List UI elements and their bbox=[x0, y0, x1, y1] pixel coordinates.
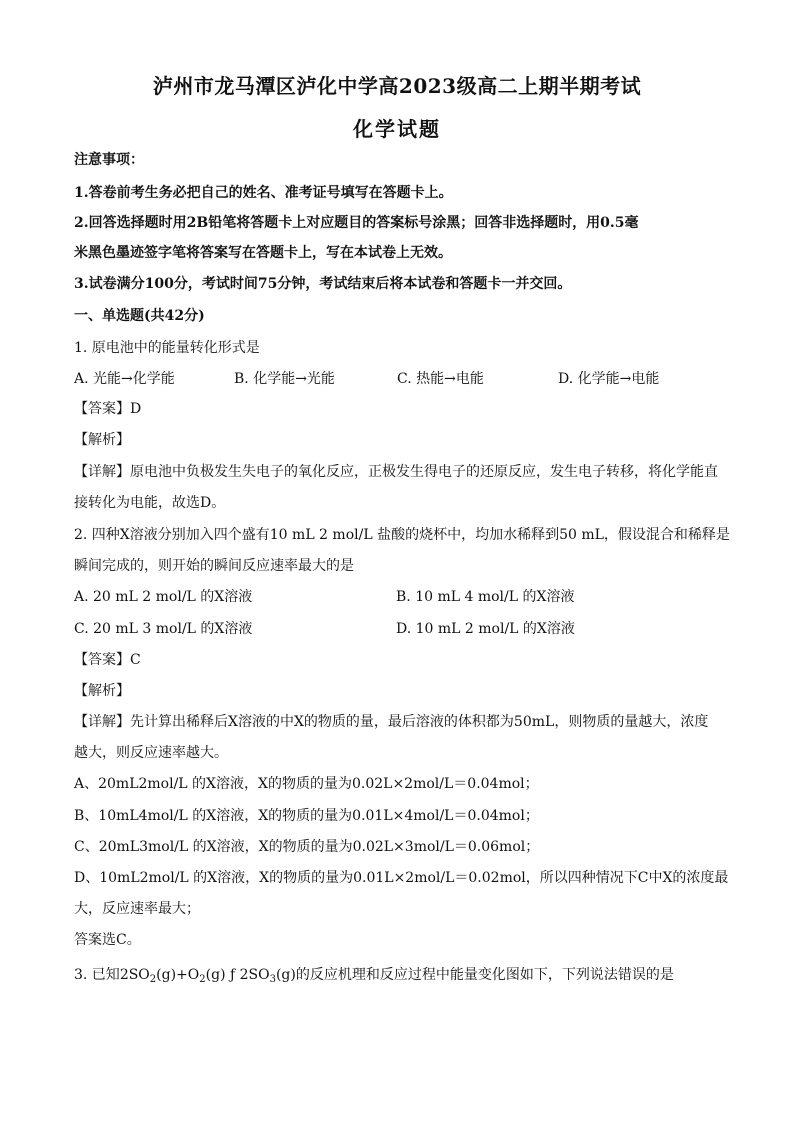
q2-answer: 【答案】C bbox=[74, 652, 141, 668]
q1-option-a: A. 光能→化学能 bbox=[74, 371, 175, 387]
exam-subtitle: 化学试题 bbox=[353, 117, 441, 141]
q2-option-a: A. 20 mL 2 mol/L 的X溶液 bbox=[74, 589, 253, 605]
q2-option-c: C. 20 mL 3 mol/L 的X溶液 bbox=[74, 621, 253, 637]
section-heading: 一、单选题(共42分) bbox=[74, 308, 205, 324]
q1-option-b: B. 化学能→光能 bbox=[234, 371, 335, 387]
q2-detail-line-7: 大，反应速率最大； bbox=[74, 901, 200, 917]
notice-item-1: 1.答卷前考生务必把自己的姓名、准考证号填写在答题卡上。 bbox=[74, 185, 453, 201]
notice-item-2: 2.回答选择题时用2B铅笔将答题卡上对应题目的答案标号涂黑；回答非选择题时，用0.5毫 bbox=[74, 215, 639, 231]
q2-detail-line-4: B、10mL4mol/L 的X溶液，X的物质的量为0.01L×4mol/L＝0.04mol； bbox=[74, 808, 539, 824]
q3-stem bbox=[74, 965, 724, 990]
q2-detail-line-8: 答案选C。 bbox=[74, 932, 141, 948]
q1-detail-line-1: 【详解】原电池中负极发生失电子的氧化反应，正极发生得电子的还原反应，发生电子转移，将化学能直 bbox=[74, 464, 718, 480]
q2-detail-line-2: 越大，则反应速率越大。 bbox=[74, 745, 228, 761]
q1-answer: 【答案】D bbox=[74, 401, 142, 417]
q1-option-d: D. 化学能→电能 bbox=[558, 371, 660, 387]
q2-detail-line-1: 【详解】先计算出稀释后X溶液的中X的物质的量，最后溶液的体积都为50mL，则物质的量越大，浓度 bbox=[74, 714, 709, 730]
q2-detail-line-5: C、20mL3mol/L 的X溶液，X的物质的量为0.02L×3mol/L＝0.06mol； bbox=[74, 839, 540, 855]
notice-item-2-cont: 米黑色墨迹签字笔将答案写在答题卡上，写在本试卷上无效。 bbox=[74, 245, 452, 261]
q1-detail-line-2: 接转化为电能，故选D。 bbox=[74, 495, 226, 511]
q3-prefix: 3. 已知 bbox=[74, 967, 120, 983]
q1-stem: 1. 原电池中的能量转化形式是 bbox=[74, 340, 260, 356]
q2-option-b: B. 10 mL 4 mol/L 的X溶液 bbox=[396, 589, 575, 605]
q2-detail-line-3: A、20mL2mol/L 的X溶液，X的物质的量为0.02L×2mol/L＝0.04mol； bbox=[74, 776, 539, 792]
q2-analysis: 【解析】 bbox=[74, 683, 130, 699]
q1-analysis: 【解析】 bbox=[74, 432, 130, 448]
q3-equation: $2SO_2(g)+O_2(g)$ ƒ $2SO_3(g)$ bbox=[119, 967, 296, 985]
q2-stem-line-2: 瞬间完成的，则开始的瞬间反应速率最大的是 bbox=[74, 558, 354, 574]
q2-detail-line-6: D、10mL2mol/L 的X溶液，X的物质的量为0.01L×2mol/L＝0.02mol，所以四种情况下C中X的浓度最 bbox=[74, 870, 729, 886]
q3-suffix: 的反应机理和反应过程中能量变化图如下，下列说法错误的是 bbox=[295, 967, 674, 983]
q2-option-d: D. 10 mL 2 mol/L 的X溶液 bbox=[396, 621, 575, 637]
q1-option-c: C. 热能→电能 bbox=[397, 371, 484, 387]
exam-title: 泸州市龙马潭区泸化中学高2023级高二上期半期考试 bbox=[152, 74, 642, 98]
notice-heading: 注意事项： bbox=[74, 152, 144, 168]
q2-stem-line-1: 2. 四种X溶液分别加入四个盛有10 mL 2 mol/L 盐酸的烧杯中，均加水稀释到50 mL，假设混合和稀释是 bbox=[74, 527, 730, 543]
notice-item-3: 3.试卷满分100分，考试时间75分钟，考试结束后将本试卷和答题卡一并交回。 bbox=[74, 276, 572, 292]
